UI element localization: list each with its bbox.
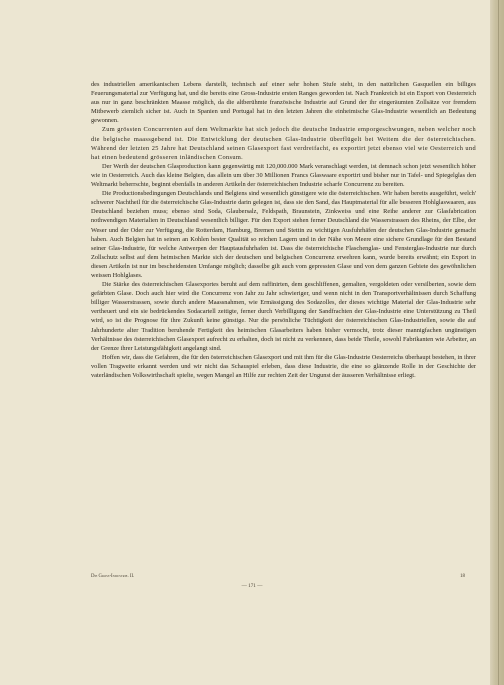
page-edge (490, 0, 504, 685)
paragraph-6: Hoffen wir, dass die Gefahren, die für den österreichischen Glasexport und mit ihm für die Glas-Industrie Oesterreichs überhaupt bestehen, in ihrer vollen Tragweite erkannt werden und wir nicht das Schauspiel erleben, dass diese Industrie, die eine so glänzende Rolle in der Geschichte der vaterländischen Volkswirthschaft spielte, wegen Mangel an Hilfe zur rechten Zeit der Ungunst der äusseren Verhältnisse erliegt. (91, 353, 476, 379)
paragraph-4: Die Productionsbedingungen Deutschlands und Belgiens sind wesentlich günstigere wie die österreichischen. Wir haben bereits ausgeführt, welch' schwerer Nachtheil für die österreichische Glas-Industrie darin gelegen ist, dass sie den Sand, das Hauptmaterial für alle besseren Hohlglaswaaren, aus Deutschland beziehen muss; ebenso sind Soda, Glaubersalz, Feldspath, Braunstein, Zinkweiss und eine Reihe anderer zur Glasfabrication nothwendigen Materialien in Deutschland wesentlich billiger. Für den Export stehen ferner Deutschland die Wasserstrassen des Rheins, der Elbe, der Weser und der Oder zur Verfügung, die Rotterdam, Hamburg, Bremen und Stettin zu wichtigen Ausfuhrhäfen der deutschen Glas-Industrie gemacht haben. Auch Belgien hat in seinen an Kohlen bester Qualität so reichen Lagern und in der Nähe von Meere eine sichere Grundlage für den Bestand seiner Glas-Industrie, für welche Antwerpen der Hauptausfuhrhafen ist. Dass die österreichische Flaschenglas- und Fensterglas-Industrie nur durch Zollschutz selbst auf dem heimischen Markte sich der deutschen und belgischen Concurrenz erwehren kann, wurde bereits erwähnt; ein Export in diesen Artikeln ist nur im bescheidensten Umfange möglich; dasselbe gilt auch vom gepressten Glase und von dem ganzen Gebiete des gewöhnlichen weissen Hohlglases. (91, 190, 476, 279)
paragraph-1: des industriellen amerikanischen Lebens darstellt, technisch auf einer sehr hohen Stufe steht, in den natürlichen Gasquellen ein billiges Feuerungsmaterial zur Verfügung hat, und die bereits eine Gross-Industrie ersten Ranges geworden ist. Nach Frankreich ist ein Export von Oesterreich aus nur in ganz beschränkten Maasse möglich, da die altberühmte französische Industrie auf Grund der ihr eingeräumten Zollsätze vor fremdem Mitbewerb ziemlich sicher ist. Auch in Spanien und Portugal hat in den letzten Jahren die einheimische Glas-Industrie wesentlich an Bedeutung gewonnen. (91, 81, 476, 125)
paragraph-3: Der Werth der deutschen Glasproduction kann gegenwärtig mit 120,000.000 Mark veranschlagt werden, ist demnach schon jetzt wesentlich höher wie in Oesterreich. Auch das kleine Belgien, das allein um über 30 Millionen Francs Glaswaare exportirt und bisher nur in Tafel- und Spiegelglas den Weltmarkt beherrschte, beginnt ebenfalls in anderen Artikeln der österreichischen Industrie scharfe Concurrenz zu bereiten. (91, 162, 476, 189)
paragraph-5: Die Stärke des österreichischen Glasexportes beruht auf dem raffinirten, dem geschliffenen, gemalten, vergoldeten oder versilberten, sowie dem gefärbten Glase. Doch auch hier wird die Concurrenz von Jahr zu Jahr schwieriger, und wenn nicht in den Transportverhältnissen durch Schaffung billiger Wasserstrassen, sowie durch andere Maassnahmen, wie Ermässigung des Sodazolles, der dieses wichtige Material der Glas-Industrie sehr vertheuert und ein sie bedrückendes Sodacartell zeitigte, ferner durch Verbilligung der Sandfrachten der Glas-Industrie eine Unterstützung zu Theil wird, so ist die Prognose für ihre Zukunft keine günstige. Nur die persönliche Tüchtigkeit der österreichischen Glas-Industriellen, sowie die auf Jahrhunderte alter Tradition beruhende Fertigkeit des heimischen Glasarbeiters haben bisher vermocht, trotz dieser mannigfachen ungünstigen Verhältnisse des österreichischen Glasexport aufrecht zu erhalten, doch ist nicht zu verkennen, dass beide Theile, sowohl Fabrikanten wie Arbeiter, an der Grenze ihrer Leistungsfähigkeit angelangt sind. (91, 281, 476, 352)
paragraph-2: Zum grössten Concurrenten auf dem Weltmarkte hat sich jedoch die deutsche Industrie emporgeschwungen, neben welcher noch die belgische maassgebend ist. Die Entwicklung der deutschen Glas-Industrie überflügelt bei Weitem die der österreichischen. Während der letzten 25 Jahre hat Deutschland seinen Glasexport fast verdreifacht, es exportirt jetzt ebenso viel wie Oesterreich und hat einen bedeutend grösseren inländischen Consum. (91, 126, 476, 161)
page-edge-line (498, 0, 499, 685)
sheet-number: 18 (460, 574, 465, 579)
body-text (91, 80, 476, 380)
signature-mark: Die Gross-Industrie. II. (91, 574, 135, 579)
page-number: — 171 — (241, 583, 263, 589)
